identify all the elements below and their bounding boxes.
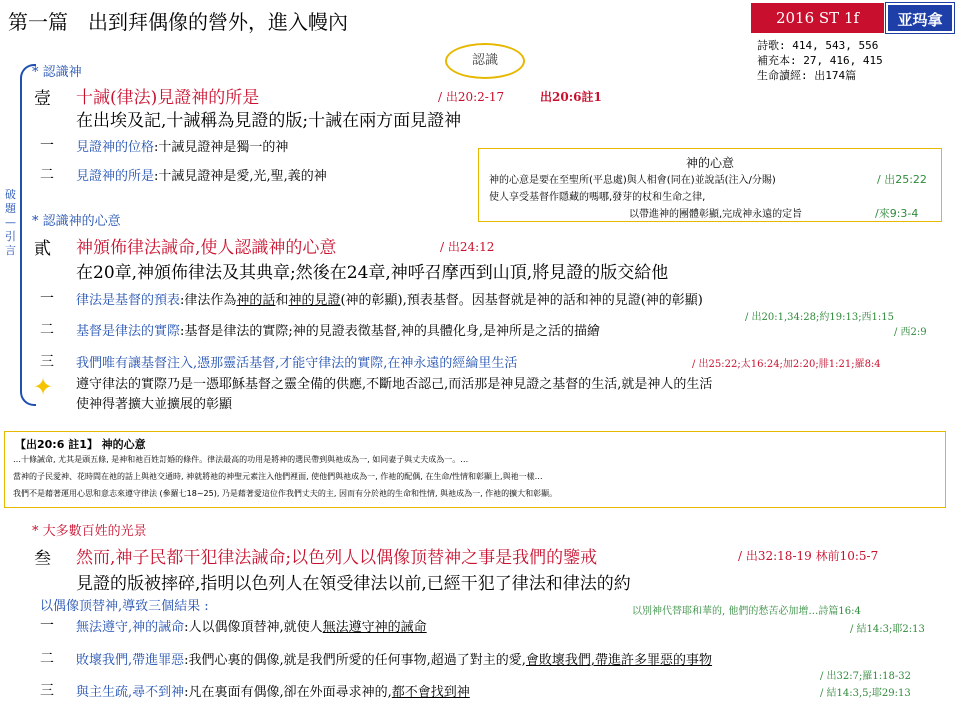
- scripture-ref: / 出25:22;太16:24;加2:20;腓1:21;羅8:4: [692, 359, 881, 370]
- footnote-ref: 出20:6註1: [540, 90, 602, 104]
- series-badge: 2016 ST 1f: [751, 3, 884, 33]
- point-title: 十誡(律法)見證神的所是: [76, 88, 260, 108]
- box-line: …十條誡命, 尤其是頭五條, 是神和祂百姓訂婚的條件。律法最高的功用是將神的選民帶到與祂成為一, 如同妻子與丈夫成為一。…: [13, 455, 469, 464]
- underlined-phrase: 神的見證: [288, 293, 341, 308]
- scripture-ref: / 出32:7;羅1:18-32: [820, 671, 911, 682]
- roman-numeral: 叁: [34, 549, 51, 569]
- church-badge: 亚玛拿: [886, 3, 954, 33]
- section-heading: * 認識神的心意: [32, 214, 121, 229]
- box-title: 【出20:6 註1】 神的心意: [15, 438, 146, 451]
- sub-number: 二: [40, 651, 54, 667]
- consequences-intro: 以偶像顶替神,導致三個結果 :: [40, 599, 209, 614]
- star-icon: ✦: [33, 373, 54, 401]
- sub-point-lead: 我們唯有讓基督注入,憑那靈活基督,才能守律法的實際,在神永遠的經綸里生活: [76, 356, 518, 371]
- sub-point-text: :十誡見證神是愛,光,聖,義的神: [154, 169, 327, 184]
- scripture-ref: / 出24:12: [440, 240, 495, 254]
- sub-point-text: 和: [275, 293, 289, 308]
- sub-point-lead: 見證神的位格: [76, 140, 155, 155]
- box-ref: / 出25:22: [877, 173, 927, 186]
- sub-point-text: 使神得著擴大並擴展的彰顯: [76, 397, 233, 412]
- box-line: 以帶進神的團體彰顯,完成神永遠的定旨: [629, 209, 803, 220]
- sub-point: [76, 649, 712, 668]
- sub-number: 二: [40, 167, 54, 183]
- point-title: 神頒佈律法誡命,使人認識神的心意: [76, 238, 337, 258]
- heart-desire-box: [478, 148, 942, 222]
- hymn-line: 詩歌: 414, 543, 556: [757, 39, 879, 52]
- sub-number: 三: [40, 683, 54, 699]
- footnote-box: [4, 431, 946, 508]
- page-title: 第一篇 出到拜偶像的營外，進入幔內: [8, 10, 348, 34]
- sub-point-lead: 無法遵守,神的誡命: [76, 620, 185, 635]
- sub-number: 三: [40, 354, 54, 370]
- point-subtitle: 在20章,神頒佈律法及其典章;然後在24章,神呼召摩西到山頂,將見證的版交給他: [76, 263, 669, 283]
- sub-point-text: :律法作為: [180, 293, 237, 308]
- sub-point: [76, 136, 288, 155]
- scripture-ref: / 西2:9: [894, 327, 927, 338]
- scripture-ref: / 出20:2-17: [438, 90, 505, 104]
- sub-point-text: :人以偶像頂替神,就使人: [184, 620, 323, 635]
- sub-number: 一: [40, 618, 54, 634]
- sub-point: [76, 616, 427, 635]
- box-ref: /來9:3-4: [875, 207, 919, 220]
- scripture-ref: / 出20:1,34:28;約19:13;西1:15: [745, 312, 895, 323]
- roman-numeral: 貳: [34, 239, 51, 259]
- scripture-ref: / 結14:3,5;耶29:13: [820, 688, 911, 699]
- section-heading: * 大多數百姓的光景: [32, 524, 147, 539]
- box-line: 我們不是藉著運用心思和意志來遵守律法 (參羅七18~25), 乃是藉著愛這位作我們丈夫的主, 因而有分於祂的生命和性情, 與祂成為一, 作祂的擴大和彰顯。: [13, 489, 558, 498]
- point-subtitle: 見證的版被摔碎,指明以色列人在領受律法以前,已經干犯了律法和律法的約: [76, 574, 631, 594]
- sub-point-lead: 基督是律法的實際: [76, 324, 181, 339]
- hymn-line: 生命讀經: 出174篇: [757, 69, 857, 82]
- underlined-phrase: 都不會找到神: [391, 685, 470, 700]
- sub-number: 二: [40, 322, 54, 338]
- sub-point-text: 遵守律法的實際乃是一憑耶穌基督之靈全備的供應,不斷地否認己,而活那是神見證之基督的生活,就是神人的生活: [76, 377, 713, 392]
- sub-point-text: :我們心裏的偶像,就是我們所愛的任何事物,超過了對主的愛,: [184, 653, 526, 668]
- sub-point-lead: 敗壞我們,帶進罪惡: [76, 653, 185, 668]
- sub-point-text: :基督是律法的實際;神的見證表徵基督,神的具體化身,是神所是之活的描繪: [180, 324, 601, 339]
- point-subtitle: 在出埃及記,十誡稱為見證的版;十誡在兩方面見證神: [76, 111, 462, 131]
- sub-point-text: (神的彰顯),預表基督。因基督就是神的話和神的見證(神的彰顯): [340, 293, 703, 308]
- roman-numeral: 壹: [34, 89, 51, 109]
- sub-point-lead: 律法是基督的預表: [76, 293, 181, 308]
- box-line: 當神的子民愛神、花時間在祂的話上與祂交通時, 神就將祂的神聖元素注入他們裡面, 使他們與祂成為一, 作祂的配偶, 在生命/性情和彰顯上,與祂一樣…: [13, 472, 543, 481]
- sub-point-text: :凡在裏面有偶像,卻在外面尋求神的,: [184, 685, 392, 700]
- point-title: 然而,神子民都干犯律法誡命;以色列人以偶像顶替神之事是我們的鑒戒: [76, 548, 598, 568]
- section-heading: * 認識神: [32, 65, 82, 80]
- sub-number: 一: [40, 138, 54, 154]
- hymn-list: [757, 38, 883, 83]
- sub-point-lead: 與主生疏,尋不到神: [76, 685, 185, 700]
- recognize-oval: 認識: [445, 43, 525, 79]
- sub-point-text: :十誡見證神是獨一的神: [154, 140, 289, 155]
- hymn-line: 補充本: 27, 416, 415: [757, 54, 883, 67]
- sub-number: 一: [40, 291, 54, 307]
- underlined-phrase: 會敗壞我們,帶進許多罪惡的事物: [525, 653, 713, 668]
- sub-point: [76, 289, 703, 308]
- psalm-note: 以別神代替耶和華的, 他們的愁苦必加增…詩篇16:4: [632, 606, 861, 617]
- sub-point: [76, 681, 470, 700]
- sub-point-lead: 見證神的所是: [76, 169, 155, 184]
- scripture-ref: / 出32:18-19 林前10:5-7: [738, 549, 879, 563]
- box-line: 使人享受基督作隱藏的嗎哪,發芽的杖和生命之律,: [489, 192, 706, 203]
- sub-point: [76, 165, 327, 184]
- underlined-phrase: 無法遵守神的誡命: [322, 620, 427, 635]
- side-label: 破題—引言: [5, 188, 16, 257]
- underlined-phrase: 神的話: [236, 293, 276, 308]
- scripture-ref: / 結14:3;耶2:13: [850, 624, 925, 635]
- sub-point: [76, 320, 600, 339]
- box-line: 神的心意是要在至聖所(平息處)與人相會(同在)並說話(注入/分賜): [489, 175, 776, 186]
- box-title: 神的心意: [685, 156, 734, 170]
